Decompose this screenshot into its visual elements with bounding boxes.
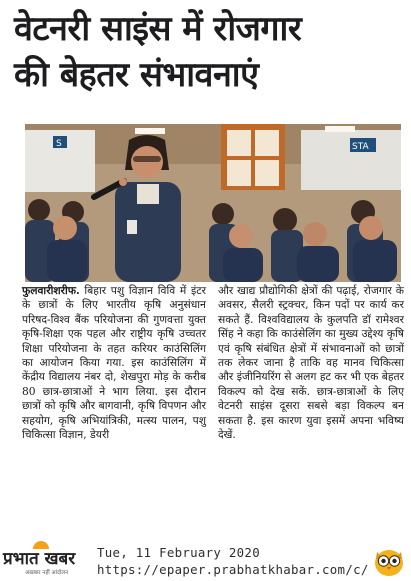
classroom-photo-illustration (25, 124, 401, 282)
sign-right: STA (352, 142, 369, 152)
headline-line-2: की बेहतर संभावनाएं (14, 55, 259, 95)
logo-tagline: अखबार नहीं आंदोलन (25, 570, 69, 576)
news-photo (25, 124, 401, 282)
article-right-text: और खाद्य प्रौद्योगिकी क्षेत्रों की पढ़ाई, रोजगार के अवसर, सैलरी स्ट्रक्चर, किन पदों पर कार्य कर सकते हैं. विश्वविद्यालय के कुलपति डॉ रामेश्वर सिंह ने कहा कि काउंसेलिंग का मुख्य उद्देश्य कृषि एवं कृषि संबंधित क्षेत्रों में संभावनाओं को छात्रों तक लेकर जाना है ताकि वह मानव चिकित्सा और इंजीनियरिंग से अलग हट कर भी एक बेहतर विकल्प को देख सकें. छात्र-छात्राओं के लिए वेटनरी साइंस दूसरा सबसे बड़ा विकल्प बन सकता है. इस कारण युवा इसमें अपना भविष्य देखें. (218, 284, 404, 442)
edition-stamp (97, 544, 369, 578)
article-body (22, 284, 404, 540)
logo-text: प्रभात खबर (3, 549, 76, 569)
epaper-footer (0, 540, 411, 581)
article-column-left (22, 284, 206, 442)
article-column-right (218, 284, 404, 442)
dateline: फुलवारीशरीफ. (22, 284, 80, 297)
sign-left: S (56, 139, 62, 149)
owl-mascot-icon (372, 543, 406, 577)
edition-date: Tue, 11 February 2020 (97, 545, 260, 560)
prabhat-khabar-logo[interactable] (3, 544, 91, 577)
edition-url[interactable]: https://epaper.prabhatkhabar.com/c/ (97, 562, 369, 577)
headline-line-1: वेटनरी साइंस में रोजगार (14, 9, 302, 49)
article-left-text: बिहार पशु विज्ञान विवि में इंटर के छात्रों के लिए भारतीय कृषि अनुसंधान परिषद-विश्व बैंक परियोजना की गुणवत्ता युक्त कृषि-शिक्षा एक पहल और राष्ट्रीय कृषि उच्चतर शिक्षा परियोजना के तहत करियर काउंसिलिंग का आयोजन किया गया. इस काउंसिलिंग में केंद्रीय विद्यालय नंबर दो, शेखपुरा मोड़ के करीब 80 छात्र-छात्राओं ने भाग लिया. इस दौरान छात्रों को कृषि और बागवानी, कृषि विपणन और सहयोग, कृषि अभियांत्रिकी, मत्स्य पालन, पशु चिकित्सा विज्ञान, डेयरी (22, 284, 206, 442)
headline (14, 6, 406, 98)
